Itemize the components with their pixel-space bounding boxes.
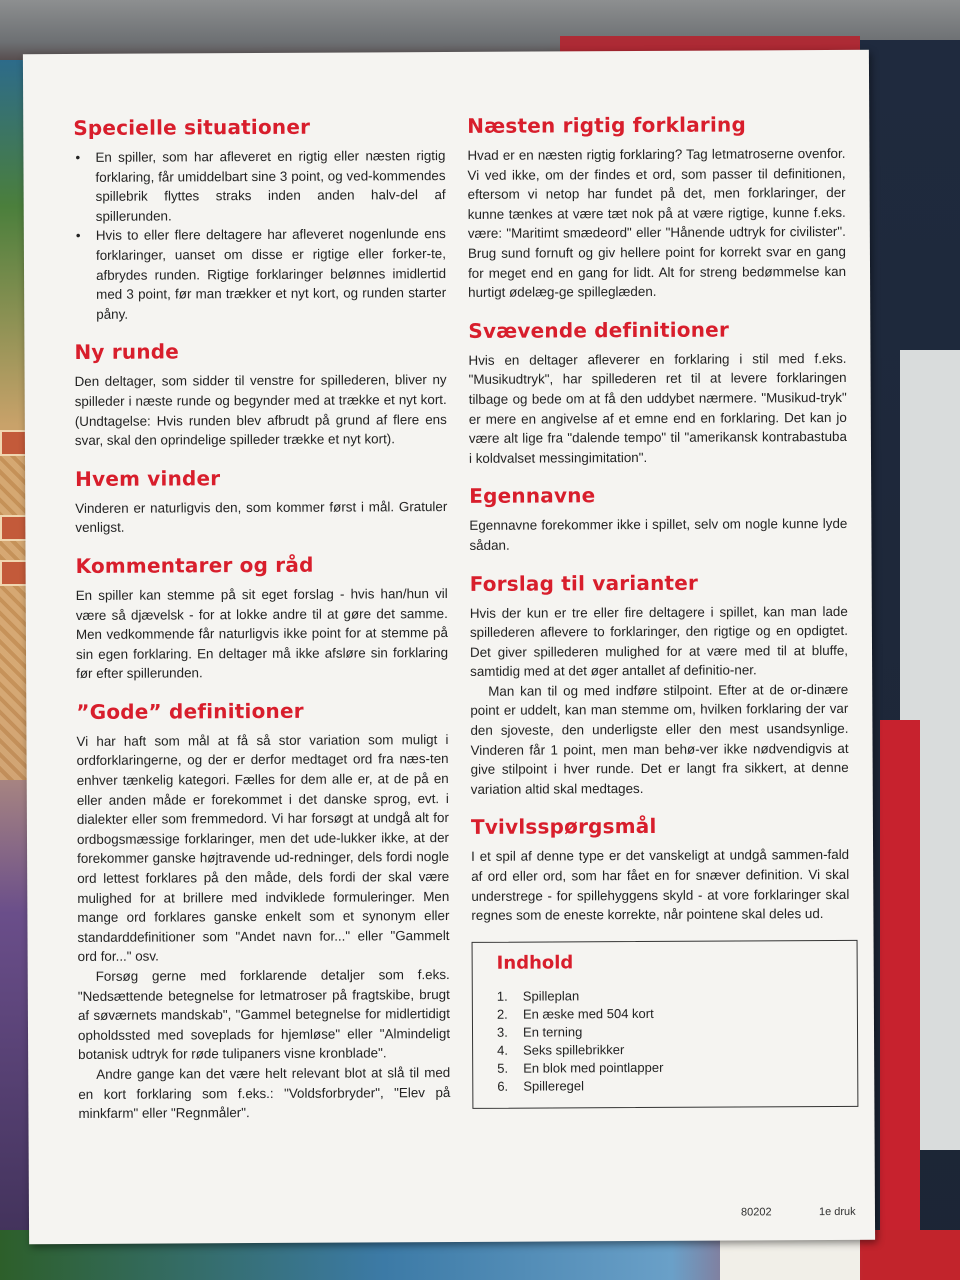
contents-item-text: En æske med 504 kort xyxy=(522,1005,654,1022)
paragraph: Hvis en deltager afleverer en forklaring i stil med f.eks. "Musikudtryk", har spillederen ret til at levere forklaringen tilbage og bede om at få den uddybet nærmere. "Musikud-tryk" er mere en angivelse af et emne end en forklaring. Det kan jo være alt lige fra "dalende tempo" til "amerikansk kontrabastuba i koldvalset messingimitation". xyxy=(468,350,847,466)
contents-item xyxy=(497,986,833,1006)
left-column xyxy=(73,114,450,1140)
contents-item-text: Seks spillebrikker xyxy=(523,1041,625,1058)
section-title: Næsten rigtig forklaring xyxy=(467,112,747,138)
section-title: ”Gode” definitioner xyxy=(76,698,304,724)
section-svaevende-definitioner xyxy=(468,317,847,469)
contents-item xyxy=(497,1058,833,1078)
paragraph: Andre gange kan det være helt relevant blot at slå til med en kort forklaring som f.eks.: "Voldsforbryder", "Elev på minkfarm" eller "Regnmåler". xyxy=(78,1064,451,1122)
contents-item-text: En blok med pointlapper xyxy=(523,1059,664,1076)
contents-item-text: Spilleregel xyxy=(523,1078,585,1094)
section-tvivlsspoergsmaal xyxy=(471,813,850,925)
contents-item-number: 5. xyxy=(497,1060,509,1076)
background-red-book xyxy=(880,720,920,1280)
section-title: Svævende definitioner xyxy=(468,317,730,343)
section-ny-runde xyxy=(74,338,447,450)
section-title: Kommentarer og råd xyxy=(75,552,314,578)
section-specielle-situationer xyxy=(73,114,446,324)
paragraph: En spiller kan stemme på sit eget forslag - hvis han/hun vil være så djævelsk - for at lokke andre til at gøre det samme. Men vedkommende får naturligvis ikke point for at stemme på sin egen forklaring. En deltager må ikke afsløre sin forklaring før efter spillerunden. xyxy=(75,585,449,682)
paragraph: Vinderen er naturligvis den, som kommer først i mål. Gratuler venligst. xyxy=(75,498,448,536)
paragraph: Forsøg gerne med forklarende detaljer som f.eks. "Nedsættende betegnelse for letmatroser på fragtskibe, brugt af søværnets mandskab", "Gammel betegnelse for midlertidigt opholdssted med soveplads for hjemløse" eller "Almindeligt botanisk udtryk for røde tulipaners visne kronblade". xyxy=(77,967,451,1063)
paragraph: Hvad er en næsten rigtig forklaring? Tag letmatroserne ovenfor. Vi ved ikke, om der findes et ord, som passer til definitionen, eftersom vi netop har fundet på det, men forklaringer, der kunne tænkes at være tæt nok på at være rigtige, kunne f.eks. være: "Maritimt smædeord" eller "Hånende udtryk for civilister". Brug sund fornuft og giv hellere point for korrekt svar en gang for meget end en gang for lidt. Alt for streng bedømmelse kan hurtigt ødelæg-ge spilleglæden. xyxy=(467,145,847,301)
contents-item xyxy=(497,1022,833,1042)
section-forslag-til-varianter xyxy=(470,569,849,799)
section-naesten-rigtig-forklaring xyxy=(467,112,846,303)
contents-item-text: Spilleplan xyxy=(522,988,580,1004)
contents-item-number: 4. xyxy=(497,1042,508,1058)
contents-item-text: En terning xyxy=(522,1024,583,1040)
section-title: Hvem vinder xyxy=(75,465,221,491)
background-game-box-right xyxy=(860,40,960,1280)
section-title: Forslag til varianter xyxy=(469,570,699,596)
contents-item-number: 2. xyxy=(496,1006,508,1022)
footer-code: 80202 xyxy=(740,1206,772,1219)
paragraph: Hvis der kun er tre eller fire deltagere i spillet, kan man lade spillederen aflevere to forklaringer, den rigtige og en opdigtet. Det giver spillederen mulighed for at være med til at bluffe, samtidig med at det øger antallet af definitio-ner. xyxy=(469,603,849,680)
paragraph: Vi har haft som mål at få så stor variation som muligt i ordforklaringerne, og der er derfor medtaget ord fra næs-ten enhver tænkelig kategori. Fælles for dem alle er, at de på en eller anden måde er forekommet i det danske sprog, evt. i dialekter eller som fremmedord. Vi har forsøgt at undgå alt for ordbogsmæssige forklaringer, men det ude-lukker ikke, at der forekommer ganske højtravende ud-redninger, dels fordi nogle ord lettest forklares på den måde, dels fordi der skal være mulighed for at brillere med indviklede formuleringer. Men mange ord forklares ganske enkelt som et synonym eller standarddefinitioner som "Andet navn for..." eller "Gammelt ord for..." osv. xyxy=(76,731,450,965)
paragraph: I et spil af denne type er det vanskeligt at undgå sammen-fald af ord eller ord, som har fået en for snæver definition. Vi skal understrege - for spillehyggens skyld - at vore forklaringer skal regnes som de eneste korrekte, når pointene skal deles ud. xyxy=(471,847,850,924)
paragraph: Den deltager, som sidder til venstre for spillederen, bliver ny spilleder i næste runde og begynder med at trække et nyt kort. (Undtagelse: Hvis runden blev afbrudt på grund af flere ens svar, skal den oprindelige spilleder trække et nyt kort). xyxy=(74,372,447,449)
section-hvem-vinder xyxy=(75,465,447,538)
section-title: Egennavne xyxy=(469,483,596,509)
right-column xyxy=(467,112,850,1109)
contents-list xyxy=(497,986,834,1096)
paragraph: Man kan til og med indføre stilpoint. Efter at de or-dinære point er uddelt, kan man stemme om, hvilken forklaring der var den sjoveste, den underligste eller den mest usandsynlige. Vinderen får 1 point, men man behø-ver ikke nødvendigvis at give stilpoint i hver runde. Det er langt fra sikkert, at denne variation altid skal medtages. xyxy=(470,681,849,797)
section-egennavne xyxy=(469,482,847,555)
paragraph: Egennavne forekommer ikke i spillet, selv om nogle kunne lyde sådan. xyxy=(469,516,848,553)
bullet-item: • En spiller, som har afleveret en rigtig eller næsten rigtig forklaring, får umiddelbart sine 3 point, og ved-kommendes spillebrik flyttes straks inden anden halv-del af spillerunden. xyxy=(73,146,445,226)
contents-item-number: 1. xyxy=(496,988,508,1004)
section-title: Tvivlsspørgsmål xyxy=(470,814,657,840)
contents-box xyxy=(472,940,859,1109)
contents-item xyxy=(497,1004,833,1024)
footer-edition: 1e druk xyxy=(818,1205,856,1219)
section-title: Ny runde xyxy=(74,339,180,365)
contents-title: Indhold xyxy=(496,952,574,974)
section-kommentarer-og-raad xyxy=(76,552,449,684)
contents-item-number: 6. xyxy=(497,1078,509,1094)
section-title: Specielle situationer xyxy=(73,114,311,140)
contents-item xyxy=(497,1076,833,1096)
contents-item xyxy=(497,1040,833,1060)
rules-sheet xyxy=(23,50,875,1244)
contents-item-number: 3. xyxy=(496,1024,508,1040)
bullet-item: • Hvis to eller flere deltagere har afleveret nogenlunde ens forklaringer, uanset om disse er rigtige eller forker-te, afbrydes runden. Rigtige forklaringer belønnes imidlertid med 3 point, før man trækker et nyt kort, og runden starter påny. xyxy=(74,224,447,324)
section-gode-definitioner xyxy=(76,698,450,1124)
bullet-list xyxy=(73,146,446,324)
